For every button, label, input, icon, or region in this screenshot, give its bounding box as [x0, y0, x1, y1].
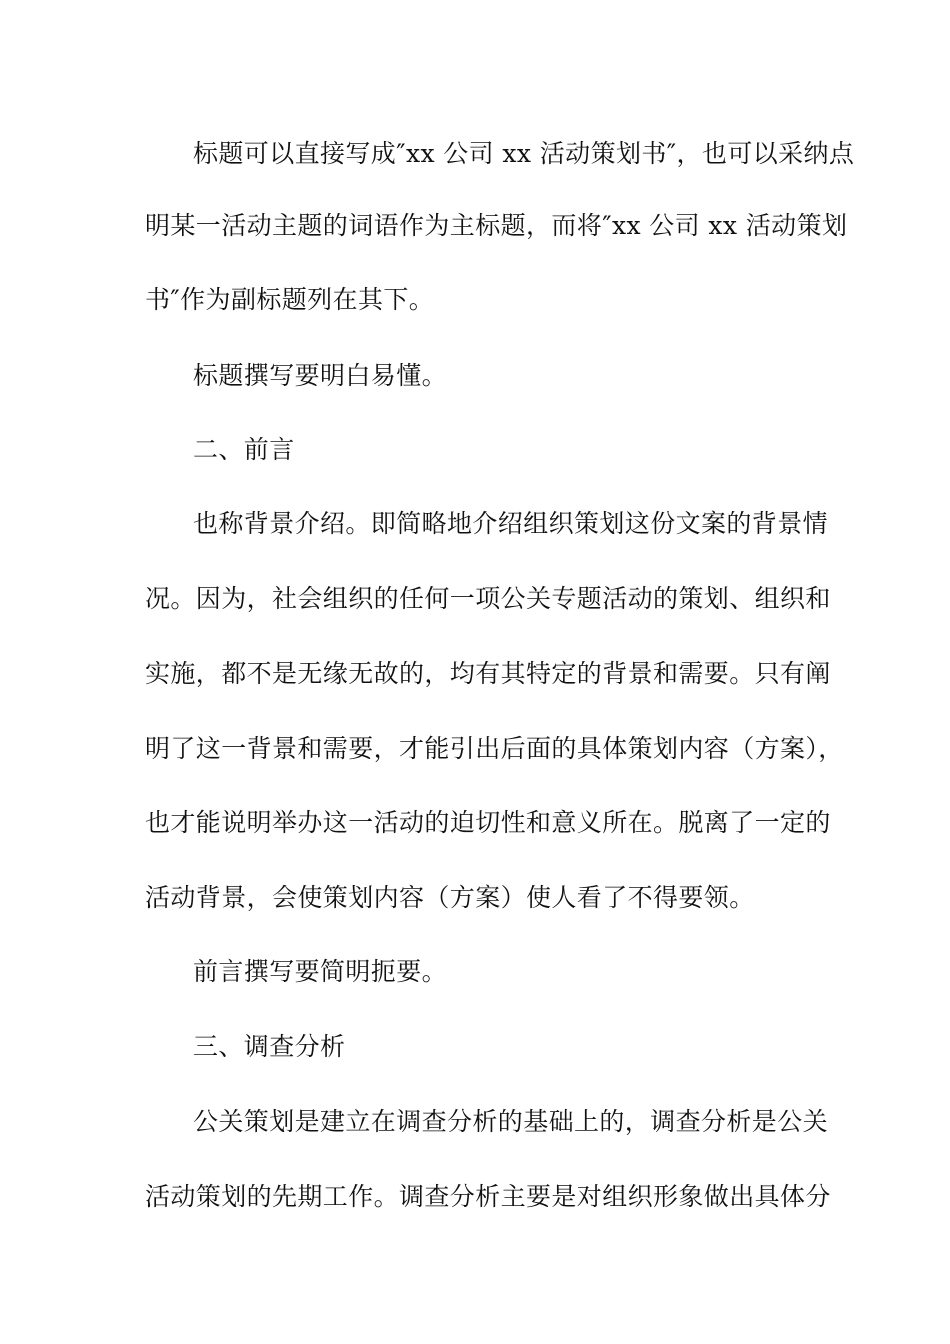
section-heading: 三、调查分析 [193, 1032, 346, 1061]
paragraph-line: 实施，都不是无缘无故的，均有其特定的背景和需要。只有阐 [145, 659, 831, 688]
section-heading: 二、前言 [193, 435, 295, 464]
paragraph-line: 况。因为，社会组织的任何一项公关专题活动的策划、组织和 [145, 584, 831, 613]
paragraph-line: 标题可以直接写成″xx 公司 xx 活动策划书″，也可以采纳点 [193, 139, 855, 168]
paragraph-line: 也才能说明举办这一活动的迫切性和意义所在。脱离了一定的 [145, 808, 831, 837]
paragraph-line: 也称背景介绍。即简略地介绍组织策划这份文案的背景情 [193, 509, 829, 538]
paragraph-line: 活动策划的先期工作。调查分析主要是对组织形象做出具体分 [145, 1182, 831, 1211]
paragraph-line: 书″作为副标题列在其下。 [145, 285, 435, 314]
paragraph-line: 前言撰写要简明扼要。 [193, 957, 448, 986]
paragraph-line: 公关策划是建立在调查分析的基础上的，调查分析是公关 [193, 1107, 829, 1136]
paragraph-line: 活动背景，会使策划内容（方案）使人看了不得要领。 [145, 883, 755, 912]
paragraph-line: 标题撰写要明白易懂。 [193, 361, 448, 390]
paragraph-line: 明了这一背景和需要，才能引出后面的具体策划内容（方案）， [145, 734, 844, 763]
paragraph-line: 明某一活动主题的词语作为主标题，而将″xx 公司 xx 活动策划 [145, 211, 848, 240]
